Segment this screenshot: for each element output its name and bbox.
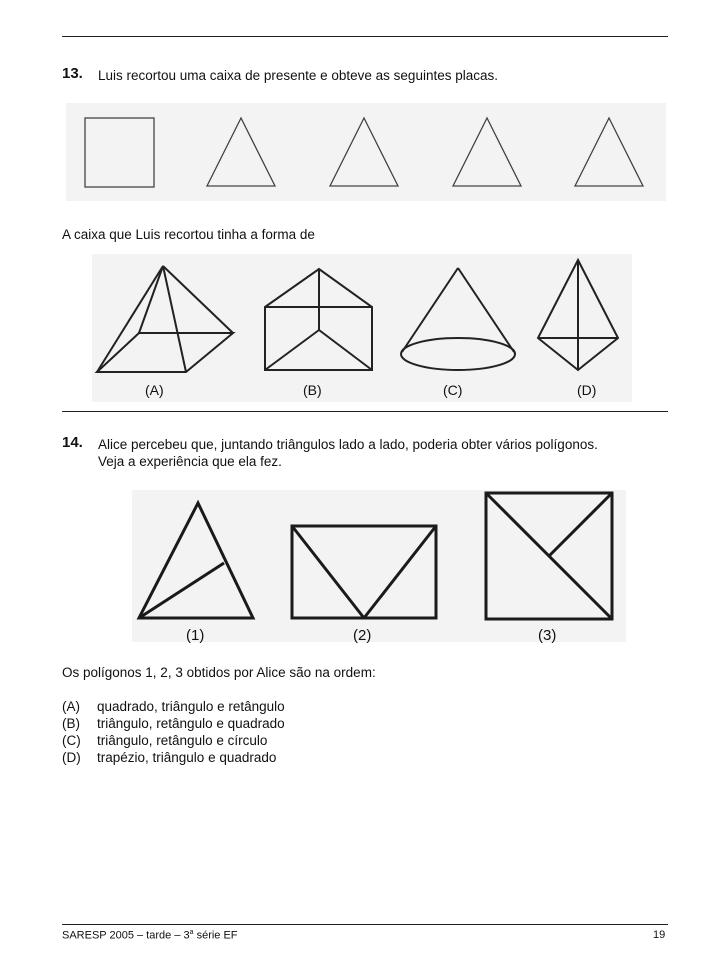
option-d-text: trapézio, triângulo e quadrado bbox=[97, 750, 277, 765]
choice-label-c: (C) bbox=[443, 382, 463, 398]
question-13-number: 13. bbox=[62, 65, 83, 82]
question-13-prompt: A caixa que Luis recortou tinha a forma de bbox=[62, 227, 315, 242]
polygon-label-1: (1) bbox=[186, 627, 205, 644]
choice-label-a: (A) bbox=[145, 382, 164, 398]
option-c-text: triângulo, retângulo e círculo bbox=[97, 733, 268, 748]
footer-source-pre: SARESP 2005 – tarde – 3 bbox=[62, 929, 190, 942]
question-14-text-line1: Alice percebeu que, juntando triângulos lado a lado, poderia obter vários polígonos. bbox=[98, 437, 598, 452]
option-a-letter: (A) bbox=[62, 699, 80, 714]
option-c[interactable] bbox=[62, 732, 285, 749]
option-b-letter: (B) bbox=[62, 716, 80, 731]
option-a-text: quadrado, triângulo e retângulo bbox=[97, 699, 285, 714]
footer-rule bbox=[62, 924, 668, 925]
question-14-text-line2: Veja a experiência que ela fez. bbox=[98, 454, 282, 469]
question-14-number: 14. bbox=[62, 434, 83, 451]
option-b[interactable] bbox=[62, 715, 285, 732]
question-14-prompt: Os polígonos 1, 2, 3 obtidos por Alice são na ordem: bbox=[62, 665, 376, 680]
answer-options bbox=[62, 698, 285, 766]
option-c-letter: (C) bbox=[62, 733, 81, 748]
footer-source-post: série EF bbox=[193, 929, 238, 942]
option-a[interactable] bbox=[62, 698, 285, 715]
choice-label-d: (D) bbox=[577, 382, 597, 398]
question-13-text: Luis recortou uma caixa de presente e obteve as seguintes placas. bbox=[98, 68, 498, 83]
polygon-label-3: (3) bbox=[538, 627, 557, 644]
option-b-text: triângulo, retângulo e quadrado bbox=[97, 716, 285, 731]
polygon-label-2: (2) bbox=[353, 627, 372, 644]
option-d[interactable] bbox=[62, 749, 285, 766]
choice-label-b: (B) bbox=[303, 382, 322, 398]
footer-source bbox=[62, 929, 238, 942]
option-d-letter: (D) bbox=[62, 750, 81, 765]
page-number: 19 bbox=[653, 929, 666, 941]
footer-source-sup: a bbox=[189, 929, 194, 936]
